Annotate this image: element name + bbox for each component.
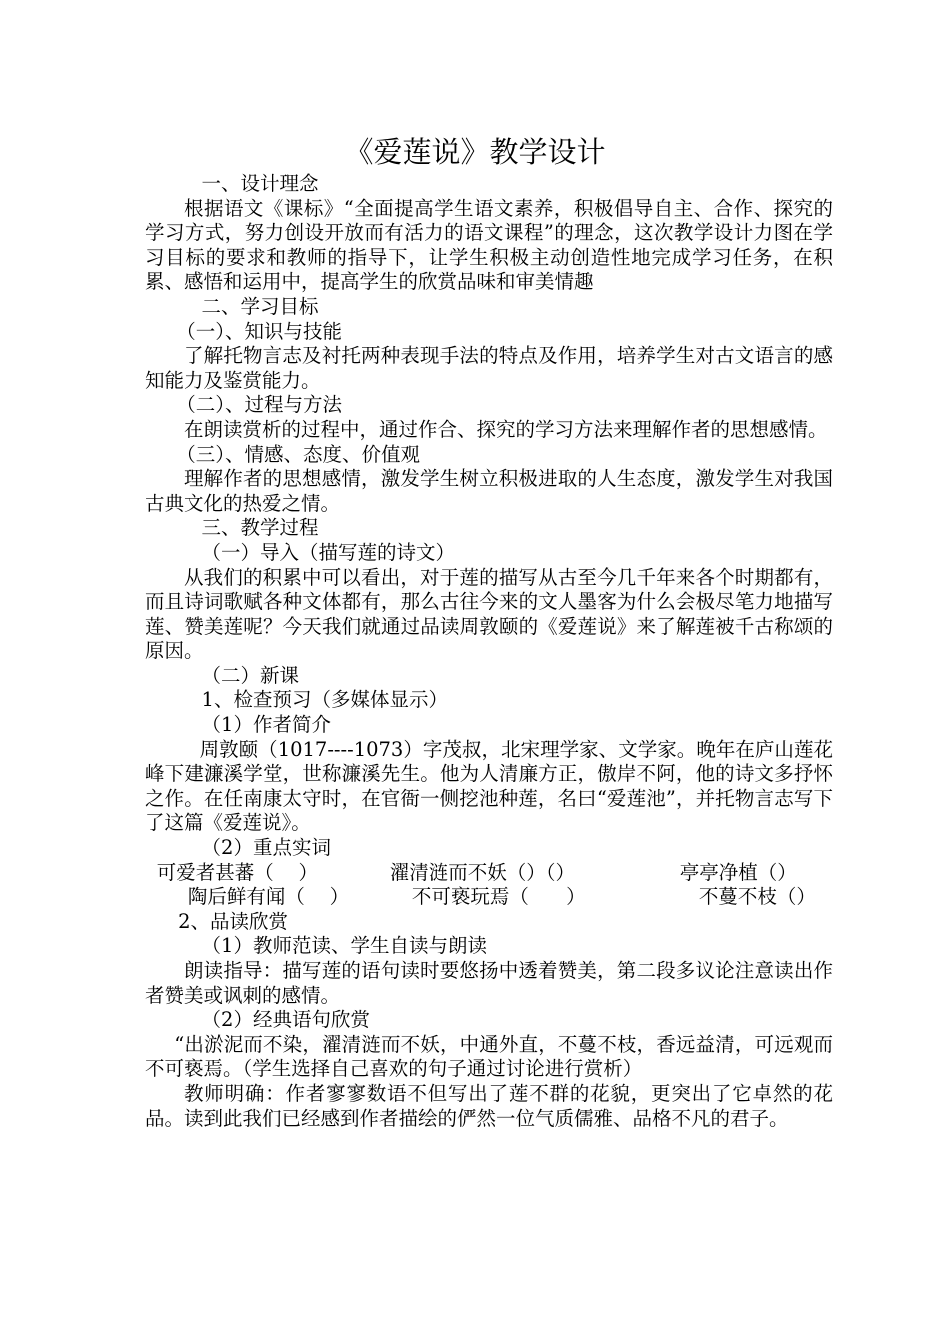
document-body: [145, 172, 833, 1131]
section-heading-learning-goals: 二、学习目标: [201, 294, 319, 318]
key-word-item: 亭亭净植（）: [679, 860, 797, 884]
design-concept-paragraph: 根据语文《课标》“全面提高学生语文素养，积极倡导自主、合作、探究的学习方式，努力创设开放而有活力的语文课程”的理念，这次教学设计力图在学习目标的要求和教师的指导下，让学生积极主动创造性地完成学习任务，在积累、感悟和运用中，提高学生的欣赏品味和审美情趣: [145, 196, 833, 294]
goal-heading-knowledge: （一）、知识与技能: [176, 319, 342, 343]
key-words-row-1: [145, 861, 833, 886]
goal-paragraph-emotion: 理解作者的思想感情，激发学生树立积极进取的人生态度，激发学生对我国古典文化的热爱之情。: [145, 467, 833, 515]
intro-heading: （一）导入（描写莲的诗文）: [201, 540, 456, 564]
goal-paragraph-process: 在朗读赏析的过程中，通过作合、探究的学习方法来理解作者的思想感情。: [184, 417, 828, 441]
appreciation-heading: 2、品读欣赏: [178, 909, 289, 933]
key-word-item: 濯清涟而不妖（）（）: [389, 860, 575, 884]
preview-check-heading: 1、检查预习（多媒体显示）: [201, 688, 448, 712]
classic-sentences-paragraph: “出淤泥而不染，濯清涟而不妖，中通外直，不蔓不枝，香远益清，可远观而不可亵焉。（学生选择自己喜欢的句子通过讨论进行赏析）: [145, 1032, 833, 1081]
new-lesson-heading: （二）新课: [201, 663, 300, 687]
goal-paragraph-knowledge: 了解托物言志及衬托两种表现手法的特点及作用，培养学生对古文语言的感知能力及鉴赏能力。: [145, 344, 833, 392]
key-word-item: 陶后鲜有闻（ ）: [187, 885, 350, 909]
section-heading-design-concept: 一、设计理念: [201, 172, 319, 195]
goal-heading-emotion: （三）、情感、态度、价值观: [176, 442, 420, 466]
reading-heading: （1）教师范读、学生自读与朗读: [201, 934, 487, 958]
author-intro-paragraph: 周敦颐（1017----1073）字茂叔，北宋理学家、文学家。晚年在庐山莲花峰下建濂溪学堂，世称濂溪先生。他为人清廉方正，傲岸不阿，他的诗文多抒怀之作。在任南康太守时，在官衙一侧挖池种莲，名曰“爱莲池”，并托物言志写下了这篇《爱莲说》。: [145, 737, 833, 835]
key-words-row-2: [145, 885, 833, 910]
intro-paragraph: 从我们的积累中可以看出，对于莲的描写从古至今几千年来各个时期都有，而且诗词歌赋各种文体都有，那么古往今来的文人墨客为什么会极尽笔力地描写莲、赞美莲呢？今天我们就通过品读周敦颐的《爱莲说》来了解莲被千古称颂的原因。: [145, 565, 833, 663]
teacher-clarification-paragraph: 教师明确：作者寥寥数语不但写出了莲不群的花貌，更突出了它卓然的花品。读到此我们已经感到作者描绘的俨然一位气质儒雅、品格不凡的君子。: [145, 1081, 833, 1130]
key-word-item: 不蔓不枝（）: [698, 885, 816, 909]
section-heading-teaching-process: 三、教学过程: [201, 516, 319, 540]
key-words-heading: （2）重点实词: [201, 836, 331, 860]
reading-guidance-paragraph: 朗读指导：描写莲的语句读时要悠扬中透着赞美，第二段多议论注意读出作者赞美或讽刺的感情。: [145, 959, 833, 1007]
classic-sentences-heading: （2）经典语句欣赏: [201, 1008, 370, 1032]
key-word-item: 不可亵玩焉（ ）: [411, 885, 586, 909]
goal-heading-process: （二）、过程与方法: [176, 393, 342, 417]
key-word-item: 可爱者甚蕃（ ）: [156, 860, 318, 884]
document-title: 《爱莲说》教学设计: [344, 135, 606, 169]
author-intro-heading: （1）作者简介: [201, 713, 331, 737]
